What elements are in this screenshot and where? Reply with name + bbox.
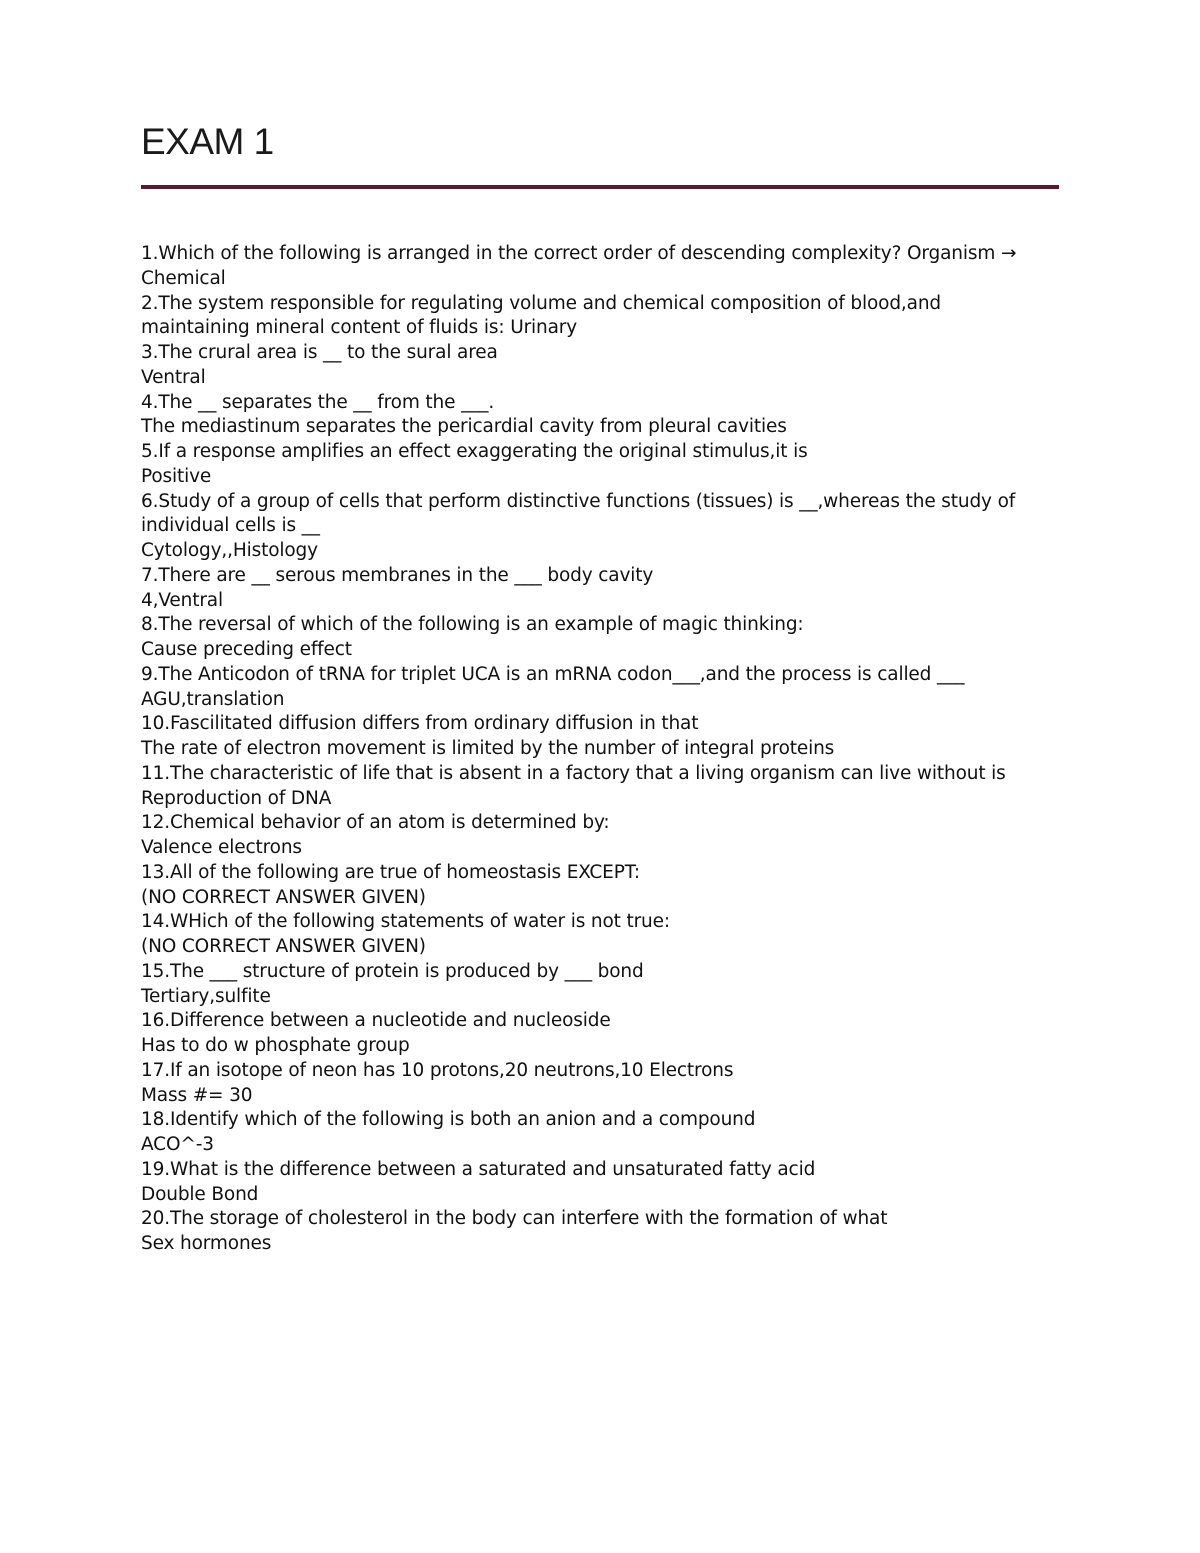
text-line: 5.If a response amplifies an effect exaggerating the original stimulus,it is <box>141 441 808 462</box>
text-line: maintaining mineral content of fluids is: Urinary <box>141 317 578 339</box>
text-line: Cause preceding effect <box>141 639 352 660</box>
text-line: 19.What is the difference between a saturated and unsaturated fatty acid <box>141 1158 816 1180</box>
text-line: 13.All of the following are true of homeostasis EXCEPT: <box>141 861 640 883</box>
text-line: 4,Ventral <box>141 589 223 611</box>
text-line: Reproduction of DNA <box>141 787 332 809</box>
text-line: 9.The Anticodon of tRNA for triplet UCA is an mRNA codon___,and the process is called ___ <box>141 663 965 685</box>
text-line: Has to do w phosphate group <box>141 1035 410 1056</box>
text-line: 7.There are __ serous membranes in the ___ body cavity <box>141 564 654 586</box>
text-line: 11.The characteristic of life that is absent in a factory that a living organism can live without is <box>141 762 1006 784</box>
title-divider <box>141 185 1059 189</box>
text-line: 12.Chemical behavior of an atom is determined by: <box>141 812 610 834</box>
text-line: 14.WHich of the following statements of water is not true: <box>141 911 670 933</box>
text-line: Positive <box>141 465 212 487</box>
text-line: 10.Fascilitated diffusion differs from ordinary diffusion in that <box>141 713 699 735</box>
text-line: 4.The __ separates the __ from the ___. <box>141 391 495 413</box>
text-line: 18.Identify which of the following is both an anion and a compound <box>141 1109 756 1131</box>
text-line: ACO^-3 <box>141 1134 214 1155</box>
text-line: AGU,translation <box>141 688 285 710</box>
text-line: 8.The reversal of which of the following is an example of magic thinking: <box>141 614 804 636</box>
text-line: The rate of electron movement is limited by the number of integral proteins <box>141 738 835 759</box>
text-line: (NO CORRECT ANSWER GIVEN) <box>141 886 426 908</box>
text-line: 3.The crural area is __ to the sural area <box>141 342 498 363</box>
text-line: Sex hormones <box>141 1233 272 1254</box>
text-line: Cytology,,Histology <box>141 540 318 561</box>
text-line: Chemical <box>141 267 226 289</box>
text-line: 17.If an isotope of neon has 10 protons,20 neutrons,10 Electrons <box>141 1059 734 1081</box>
text-line: (NO CORRECT ANSWER GIVEN) <box>141 936 426 957</box>
text-line: Mass #= 30 <box>141 1084 253 1106</box>
text-line: 20.The storage of cholesterol in the body can interfere with the formation of what <box>141 1208 888 1230</box>
text-line: Tertiary,sulfite <box>141 985 271 1007</box>
text-line: individual cells is __ <box>141 515 320 537</box>
text-line: Valence electrons <box>141 837 302 858</box>
text-line: 15.The ___ structure of protein is produced by ___ bond <box>141 960 644 982</box>
text-line: 2.The system responsible for regulating volume and chemical composition of blood,and <box>141 292 942 314</box>
text-line: Double Bond <box>141 1183 259 1205</box>
text-line: Ventral <box>141 366 206 388</box>
text-line: The mediastinum separates the pericardial cavity from pleural cavities <box>141 416 787 438</box>
text-line: 16.Difference between a nucleotide and nucleoside <box>141 1010 611 1032</box>
exam-content <box>141 242 1061 1257</box>
document-title: EXAM 1 <box>141 121 274 162</box>
text-line: 1.Which of the following is arranged in the correct order of descending complexity? Organism → <box>141 243 1017 264</box>
text-line: 6.Study of a group of cells that perform distinctive functions (tissues) is __,whereas the study of <box>141 490 1016 512</box>
